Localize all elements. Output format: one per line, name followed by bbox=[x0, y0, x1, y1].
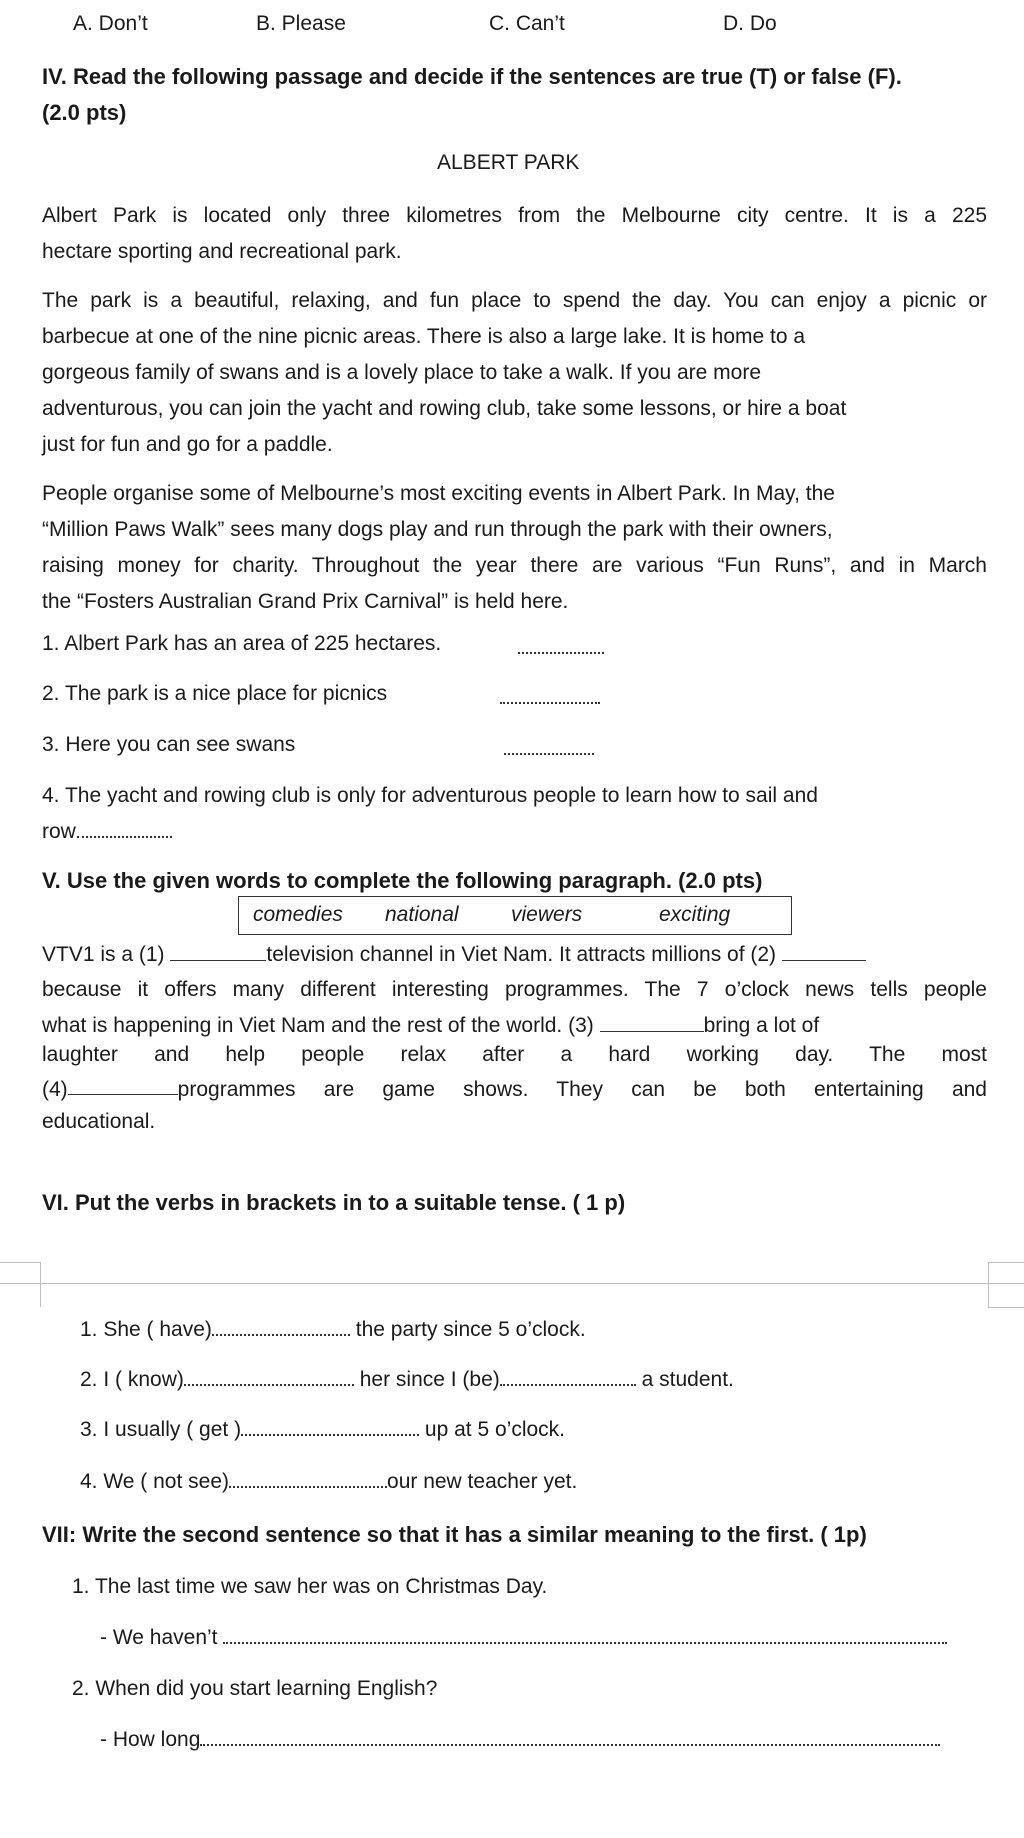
statement-3: 3. Here you can see swans bbox=[42, 733, 296, 756]
word-box bbox=[238, 896, 792, 935]
rewrite-answer-1 bbox=[100, 1626, 947, 1650]
option-c: C. Can’t bbox=[489, 12, 565, 35]
question-text: the party since 5 o’clock. bbox=[355, 1318, 586, 1341]
passage-line: hectare sporting and recreational park. bbox=[42, 240, 402, 263]
statement-4-end: row bbox=[42, 820, 76, 843]
section-5-heading: V. Use the given words to complete the following paragraph. (2.0 pts) bbox=[42, 868, 763, 893]
verb-blank-1[interactable] bbox=[212, 1320, 350, 1336]
word-4: exciting bbox=[659, 903, 731, 926]
passage-line: People organise some of Melbourne’s most exciting events in Albert Park. In May, the bbox=[42, 482, 835, 505]
page-corner-left bbox=[0, 1262, 41, 1307]
passage-line: Albert Park is located only three kilometres from the Melbourne city centre. It is a 225 bbox=[42, 204, 987, 227]
paragraph-text: television channel in Viet Nam. It attracts millions of (2) bbox=[266, 943, 777, 966]
question-text: a student. bbox=[641, 1368, 734, 1391]
blank-1[interactable] bbox=[170, 946, 266, 961]
verb-question-4 bbox=[80, 1470, 577, 1494]
statement-2: 2. The park is a nice place for picnics bbox=[42, 682, 388, 705]
paragraph-line: because it offers many different interesting programmes. The 7 o’clock news tells people bbox=[42, 978, 987, 1001]
answer-prompt: - How long bbox=[100, 1728, 201, 1751]
passage-line: barbecue at one of the nine picnic areas. There is also a large lake. It is home to a bbox=[42, 325, 806, 348]
passage-line: raising money for charity. Throughout the year there are various “Fun Runs”, and in March bbox=[42, 554, 987, 577]
rewrite-blank-2[interactable] bbox=[200, 1730, 940, 1746]
answer-blank-3[interactable] bbox=[504, 739, 594, 755]
section-6-heading: VI. Put the verbs in brackets in to a suitable tense. ( 1 p) bbox=[42, 1190, 626, 1215]
paragraph-line: educational. bbox=[42, 1110, 156, 1133]
answer-blank-2[interactable] bbox=[500, 688, 600, 704]
verb-blank-2a[interactable] bbox=[184, 1370, 354, 1386]
passage-line: the “Fosters Australian Grand Prix Carnival” is held here. bbox=[42, 590, 569, 613]
question-text: 4. We ( not see) bbox=[80, 1470, 230, 1493]
rewrite-answer-2 bbox=[100, 1728, 940, 1752]
statement-1: 1. Albert Park has an area of 225 hectares. bbox=[42, 632, 442, 655]
question-text: 3. I usually ( get ) bbox=[80, 1418, 242, 1441]
paragraph-line bbox=[42, 1072, 987, 1108]
word-3: viewers bbox=[511, 903, 583, 926]
page-break-line bbox=[0, 1283, 1024, 1284]
question-text: 2. I ( know) bbox=[80, 1368, 184, 1391]
word-2: national bbox=[385, 903, 459, 926]
question-text: her since I (be) bbox=[359, 1368, 500, 1391]
answer-prompt: - We haven’t bbox=[100, 1626, 218, 1649]
passage-line: gorgeous family of swans and is a lovely place to take a walk. If you are more bbox=[42, 361, 762, 384]
passage-title: ALBERT PARK bbox=[437, 151, 580, 174]
rewrite-blank-1[interactable] bbox=[223, 1628, 947, 1644]
answer-blank-4[interactable] bbox=[77, 822, 172, 838]
paragraph-line: laughter and help people relax after a hard working day. The most bbox=[42, 1043, 987, 1066]
passage-line: “Million Paws Walk” sees many dogs play and run through the park with their owners, bbox=[42, 518, 833, 541]
paragraph-text: what is happening in Viet Nam and the rest of the world. (3) bbox=[42, 1014, 594, 1037]
page-corner-right bbox=[988, 1262, 1024, 1308]
blank-2[interactable] bbox=[782, 946, 866, 961]
verb-blank-3[interactable] bbox=[241, 1420, 419, 1436]
blank-4[interactable] bbox=[68, 1072, 178, 1095]
verb-blank-2b[interactable] bbox=[500, 1370, 636, 1386]
blank-3[interactable] bbox=[600, 1017, 704, 1032]
verb-blank-4[interactable] bbox=[229, 1472, 387, 1488]
passage-line: The park is a beautiful, relaxing, and fun place to spend the day. You can enjoy a picnic or bbox=[42, 289, 987, 312]
rewrite-question-2: 2. When did you start learning English? bbox=[72, 1677, 438, 1700]
rewrite-question-1: 1. The last time we saw her was on Christmas Day. bbox=[72, 1575, 548, 1598]
question-text: up at 5 o’clock. bbox=[424, 1418, 566, 1441]
statement-4-continued bbox=[42, 820, 172, 844]
paragraph-text: (4) bbox=[42, 1078, 68, 1101]
question-text: 1. She ( have) bbox=[80, 1318, 212, 1341]
option-d: D. Do bbox=[723, 12, 777, 35]
verb-question-2 bbox=[80, 1368, 734, 1392]
section-7-heading: VII: Write the second sentence so that it has a similar meaning to the first. ( 1p) bbox=[42, 1522, 867, 1547]
paragraph-text: programmes are game shows. They can be both entertaining and bbox=[177, 1078, 987, 1101]
section-4-heading: IV. Read the following passage and decide if the sentences are true (T) or false (F). bbox=[42, 64, 902, 89]
paragraph-text: bring a lot of bbox=[703, 1014, 820, 1037]
paragraph-text: VTV1 is a (1) bbox=[42, 943, 165, 966]
word-1: comedies bbox=[253, 903, 343, 926]
option-b: B. Please bbox=[256, 12, 346, 35]
passage-line: adventurous, you can join the yacht and rowing club, take some lessons, or hire a boat bbox=[42, 397, 847, 420]
passage-line: just for fun and go for a paddle. bbox=[42, 433, 333, 456]
paragraph-line bbox=[42, 943, 866, 967]
option-a: A. Don’t bbox=[73, 12, 148, 35]
answer-blank-1[interactable] bbox=[518, 638, 604, 654]
verb-question-3 bbox=[80, 1418, 565, 1442]
verb-question-1 bbox=[80, 1318, 586, 1342]
question-text: our new teacher yet. bbox=[387, 1470, 578, 1493]
statement-4: 4. The yacht and rowing club is only for adventurous people to learn how to sail and bbox=[42, 784, 818, 807]
section-4-points: (2.0 pts) bbox=[42, 100, 127, 125]
